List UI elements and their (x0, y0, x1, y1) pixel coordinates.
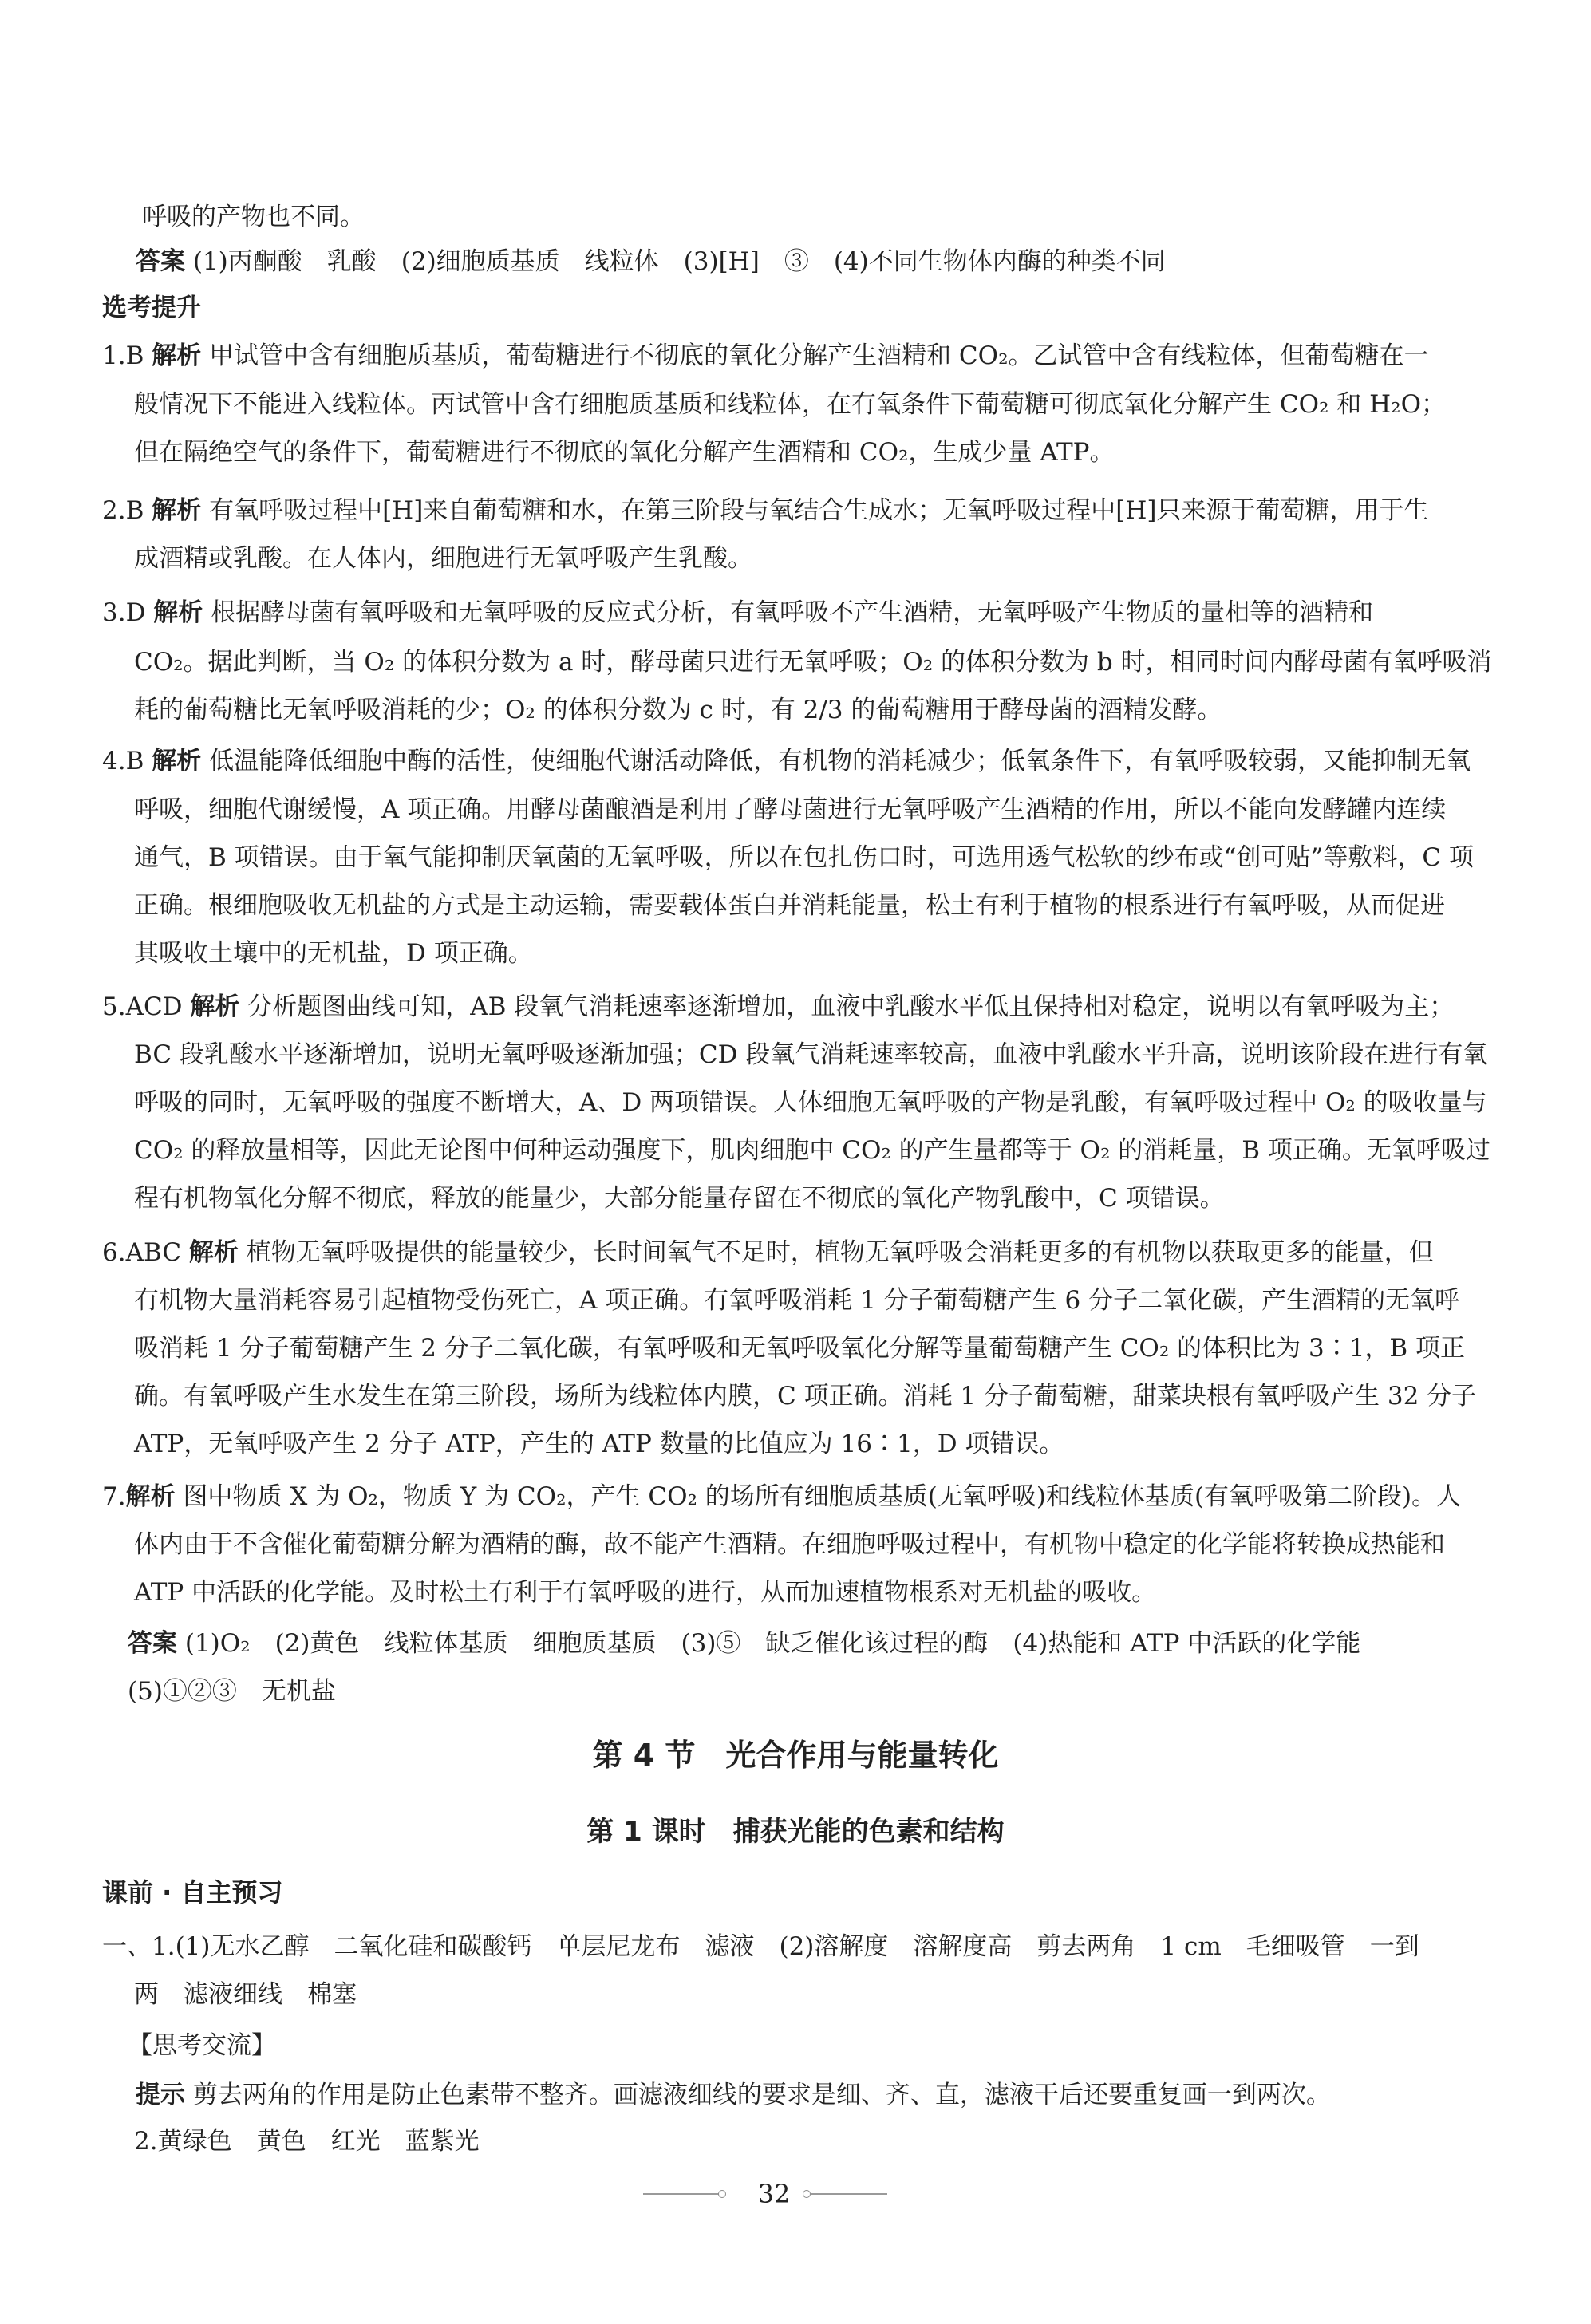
analysis-text: 甲试管中含有细胞质基质，葡萄糖进行不彻底的氧化分解产生酒精和 CO₂。乙试管中含有线粒体，但葡萄糖在一 (209, 341, 1429, 370)
question-2-line-1 (102, 495, 1429, 527)
footer-ornament-left (718, 2190, 726, 2198)
question-6-line-5: ATP，无氧呼吸产生 2 分子 ATP，产生的 ATP 数量的比值应为 16∶1，D 项错误。 (134, 1430, 1064, 1458)
question-6-line-1 (102, 1237, 1434, 1269)
answer-line (136, 246, 1166, 278)
question-number: 6.ABC (102, 1238, 182, 1267)
question-2-line-2: 成酒精或乳酸。在人体内，细胞进行无氧呼吸产生乳酸。 (134, 544, 752, 573)
question-6-line-3: 吸消耗 1 分子葡萄糖产生 2 分子二氧化碳，有氧呼吸和无氧呼吸氧化分解等量葡萄糖产生 CO₂ 的体积比为 3∶1，B 项正 (134, 1334, 1466, 1363)
question-3-line-2: CO₂。据此判断，当 O₂ 的体积分数为 a 时，酵母菌只进行无氧呼吸；O₂ 的体积分数为 b 时，相同时间内酵母菌有氧呼吸消 (134, 648, 1492, 677)
question-number: 3.D (102, 598, 146, 627)
question-5-line-1 (102, 991, 1454, 1023)
preview-line-2: 两 滤液细线 棉塞 (134, 1980, 357, 2009)
question-1-line-1 (102, 340, 1429, 372)
analysis-label: 解析 (125, 1482, 176, 1511)
answer-label: 答案 (136, 247, 185, 276)
question-5-line-5: 程有机物氧化分解不彻底，释放的能量少，大部分能量存留在不彻底的氧化产物乳酸中，C 项错误。 (134, 1184, 1225, 1213)
hint-label: 提示 (136, 2081, 185, 2109)
analysis-text: 分析题图曲线可知，AB 段氧气消耗速率逐渐增加，血液中乳酸水平低且保持相对稳定，说明以有氧呼吸为主； (247, 992, 1455, 1021)
question-3-line-3: 耗的葡萄糖比无氧呼吸消耗的少；O₂ 的体积分数为 c 时，有 2/3 的葡萄糖用于酵母菌的酒精发酵。 (134, 696, 1222, 724)
preview-line-colors: 2.黄绿色 黄色 红光 蓝紫光 (134, 2127, 480, 2156)
question-7-line-1 (102, 1481, 1461, 1513)
think-exchange-label: 【思考交流】 (128, 2031, 276, 2060)
question-6-line-4: 确。有氧呼吸产生水发生在第三阶段，场所为线粒体内膜，C 项正确。消耗 1 分子葡萄糖，甜菜块根有氧呼吸产生 32 分子 (134, 1382, 1477, 1411)
question-number: 4.B (102, 747, 144, 775)
analysis-text: 根据酵母菌有氧呼吸和无氧呼吸的反应式分析，有氧呼吸不产生酒精，无氧呼吸产生物质的量相等的酒精和 (211, 598, 1374, 627)
question-number: 7. (102, 1482, 126, 1511)
question-number: 2.B (102, 496, 144, 525)
answer-label: 答案 (128, 1629, 177, 1658)
question-4-line-2: 呼吸，细胞代谢缓慢，A 项正确。用酵母菌酿酒是利用了酵母菌进行无氧呼吸产生酒精的作用，所以不能向发酵罐内连续 (134, 795, 1447, 824)
hint-text: 剪去两角的作用是防止色素带不整齐。画滤液细线的要求是细、齐、直，滤液干后还要重复画一到两次。 (192, 2081, 1331, 2109)
footer-rule-right (811, 2193, 887, 2195)
preview-heading: 课前 · 自主预习 (102, 1877, 283, 1908)
analysis-text: 植物无氧呼吸提供的能量较少，长时间氧气不足时，植物无氧呼吸会消耗更多的有机物以获取更多的能量，但 (246, 1238, 1434, 1267)
analysis-text: 有氧呼吸过程中[H]来自葡萄糖和水，在第三阶段与氧结合生成水；无氧呼吸过程中[H]只来源于葡萄糖，用于生 (209, 496, 1429, 525)
question-1-line-2: 般情况下不能进入线粒体。丙试管中含有细胞质基质和线粒体，在有氧条件下葡萄糖可彻底氧化分解产生 CO₂ 和 H₂O； (134, 390, 1446, 419)
question-4-line-4: 正确。根细胞吸收无机盐的方式是主动运输，需要载体蛋白并消耗能量，松土有利于植物的根系进行有氧呼吸，从而促进 (134, 891, 1445, 920)
analysis-label: 解析 (152, 496, 202, 525)
page-number: 32 (757, 2179, 791, 2209)
hint-line (136, 2079, 1331, 2111)
analysis-text: 图中物质 X 为 O₂，物质 Y 为 CO₂，产生 CO₂ 的场所有细胞质基质(无氧呼吸)和线粒体基质(有氧呼吸第二阶段)。人 (183, 1482, 1462, 1511)
analysis-label: 解析 (152, 747, 202, 775)
question-7-answer-line-1 (128, 1628, 1360, 1659)
question-4-line-3: 通气，B 项错误。由于氧气能抑制厌氧菌的无氧呼吸，所以在包扎伤口时，可选用透气松软的纱布或“创可贴”等敷料，C 项 (134, 843, 1474, 872)
lesson-title: 第 1 课时 捕获光能的色素和结构 (586, 1816, 1005, 1848)
footer-rule-left (643, 2193, 720, 2195)
text-line: 呼吸的产物也不同。 (142, 203, 365, 231)
section-title: 第 4 节 光合作用与能量转化 (592, 1738, 999, 1773)
question-4-line-5: 其吸收土壤中的无机盐，D 项正确。 (134, 939, 533, 968)
preview-line-1: 一、1.(1)无水乙醇 二氧化硅和碳酸钙 单层尼龙布 滤液 (2)溶解度 溶解度高 剪去两角 1 cm 毛细吸管 一到 (102, 1932, 1419, 1961)
question-7-answer-line-2: (5)①②③ 无机盐 (128, 1677, 336, 1706)
section-label-xuankao: 选考提升 (102, 294, 201, 322)
question-7-line-2: 体内由于不含催化葡萄糖分解为酒精的酶，故不能产生酒精。在细胞呼吸过程中，有机物中稳定的化学能将转换成热能和 (134, 1530, 1445, 1559)
question-6-line-2: 有机物大量消耗容易引起植物受伤死亡，A 项正确。有氧呼吸消耗 1 分子葡萄糖产生 6 分子二氧化碳，产生酒精的无氧呼 (134, 1286, 1460, 1315)
analysis-text: 低温能降低细胞中酶的活性，使细胞代谢活动降低，有机物的消耗减少；低氧条件下，有氧呼吸较弱，又能抑制无氧 (209, 747, 1471, 775)
question-3-line-1 (102, 597, 1373, 629)
analysis-label: 解析 (153, 598, 203, 627)
question-5-line-3: 呼吸的同时，无氧呼吸的强度不断增大，A、D 两项错误。人体细胞无氧呼吸的产物是乳酸，有氧呼吸过程中 O₂ 的吸收量与 (134, 1088, 1487, 1117)
question-number: 1.B (102, 341, 144, 370)
analysis-label: 解析 (190, 992, 240, 1021)
answer-text: (1)O₂ (2)黄色 线粒体基质 细胞质基质 (3)⑤ 缺乏催化该过程的酶 (4)热能和 ATP 中活跃的化学能 (184, 1629, 1361, 1658)
question-1-line-3: 但在隔绝空气的条件下，葡萄糖进行不彻底的氧化分解产生酒精和 CO₂，生成少量 ATP。 (134, 438, 1115, 467)
question-4-line-1 (102, 745, 1471, 777)
answer-text: (1)丙酮酸 乳酸 (2)细胞质基质 线粒体 (3)[H] ③ (4)不同生物体内酶的种类不同 (192, 247, 1166, 276)
question-7-line-3: ATP 中活跃的化学能。及时松土有利于有氧呼吸的进行，从而加速植物根系对无机盐的吸收。 (134, 1578, 1157, 1607)
analysis-label: 解析 (188, 1238, 239, 1267)
question-5-line-2: BC 段乳酸水平逐渐增加，说明无氧呼吸逐渐加强；CD 段氧气消耗速率较高，血液中乳酸水平升高，说明该阶段在进行有氧 (134, 1040, 1488, 1069)
footer-ornament-right (803, 2190, 811, 2198)
question-number: 5.ACD (102, 992, 183, 1021)
question-5-line-4: CO₂ 的释放量相等，因此无论图中何种运动强度下，肌肉细胞中 CO₂ 的产生量都等于 O₂ 的消耗量，B 项正确。无氧呼吸过 (134, 1136, 1490, 1165)
analysis-label: 解析 (152, 341, 202, 370)
